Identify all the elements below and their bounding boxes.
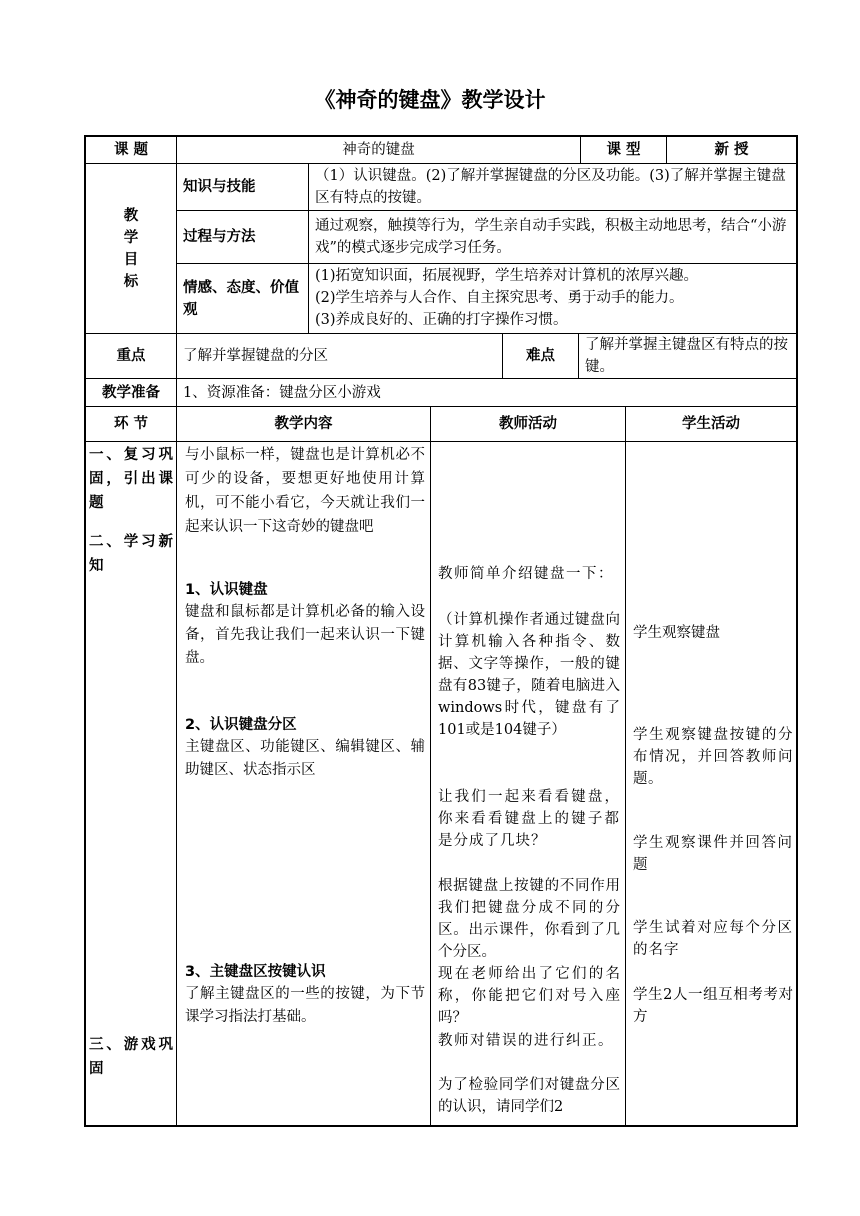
content-section-2-text: 主键盘区、功能键区、编辑键区、辅助键区、状态指示区 (185, 739, 425, 778)
content-section-2-title: 2、认识键盘分区 (185, 717, 297, 733)
teacher-activity-1: 教师简单介绍键盘一下： (438, 566, 614, 582)
student-activity-2: 学生观察键盘按键的分布情况，并回答教师问题。 (633, 727, 793, 787)
header-teacher: 教师活动 (499, 416, 557, 432)
teacher-activity-4: 根据键盘上按键的不同作用我们把键盘分成不同的分区。出示课件，你看到了几个分区。 (438, 878, 620, 960)
content-intro: 与小鼠标一样，键盘也是计算机必不可少的设备，要想更好地使用计算机，可不能小看它，今天就让我们一起来认识一下这奇妙的键盘吧 (185, 447, 425, 535)
lesson-type-label: 课 型 (606, 142, 641, 158)
objectives-label-char: 目 (123, 251, 139, 268)
stage-game: 三、游戏巩固 (89, 1037, 173, 1077)
student-activity-1: 学生观察键盘 (633, 625, 720, 641)
content-section-1-title: 1、认识键盘 (185, 582, 268, 598)
header-student: 学生活动 (682, 416, 740, 432)
content-section-3-title: 3、主键盘区按键认识 (185, 964, 326, 980)
objective-knowledge-text: （1）认识键盘。(2)了解并掌握键盘的分区及功能。(3)了解并掌握主键盘区有特点的按键。 (315, 168, 786, 206)
student-activity-5: 学生2人一组互相考考对方 (633, 987, 793, 1025)
objectives-label-char: 学 (123, 229, 139, 246)
objective-attitude-line: (3)养成良好的、正确的打字操作习惯。 (315, 312, 568, 328)
lesson-type-value: 新 授 (714, 142, 749, 158)
key-point-value: 了解并掌握键盘的分区 (183, 348, 328, 364)
preparation-value: 1、资源准备：键盘分区小游戏 (183, 384, 381, 401)
objectives-label-char: 教 (123, 207, 139, 224)
teacher-activity-3: 让我们一起来看看键盘，你来看看键盘上的键子都是分成了几块？ (438, 789, 620, 849)
preparation-label: 教学准备 (102, 384, 160, 401)
objectives-label (86, 164, 176, 333)
header-content: 教学内容 (274, 416, 333, 432)
objective-attitude-text (309, 265, 796, 333)
objective-attitude-line: (1)拓宽知识面，拓展视野，学生培养对计算机的浓厚兴趣。 (315, 268, 699, 284)
document-title: 《神奇的键盘》教学设计 (314, 88, 546, 112)
content-section-3-text: 了解主键盘区的一些的按键，为下节课学习指法打基础。 (185, 986, 425, 1025)
header-stage: 环 节 (113, 416, 149, 432)
stage-new-knowledge: 二、学习新知 (89, 534, 173, 574)
objective-attitude-label: 情感、态度、价值观 (183, 279, 299, 318)
content-section-1-text: 键盘和鼠标都是计算机必备的输入设备，首先我让我们一起来认识一下键盘。 (185, 604, 425, 666)
teacher-activity-5: 现在老师给出了它们的名称，你能把它们对号入座吗？ (438, 966, 620, 1026)
difficulty-label: 难点 (526, 348, 555, 364)
objective-process-text: 通过观察，触摸等行为，学生亲自动手实践，积极主动地思考，结合“小游戏”的模式逐步完成学习任务。 (315, 218, 787, 256)
objective-attitude-line: (2)学生培养与人合作、自主探究思考、勇于动手的能力。 (315, 290, 684, 306)
teacher-activity-6: 教师对错误的进行纠正。 (438, 1033, 614, 1049)
student-activity-3: 学生观察课件并回答问题 (633, 835, 793, 873)
teacher-activity-2: （计算机操作者通过键盘向计算机输入各种指令、数据、文字等操作，一般的键盘有83键子，随着电脑进入windows时代，键盘有了101或是104键子） (438, 612, 620, 738)
student-activity-4: 学生试着对应每个分区的名字 (633, 920, 793, 958)
teacher-activity-7: 为了检验同学们对键盘分区的认识，请同学们2 (438, 1077, 620, 1115)
topic-value: 神奇的键盘 (342, 142, 415, 158)
topic-label: 课 题 (113, 142, 149, 158)
key-point-label: 重点 (116, 348, 146, 364)
objectives-label-char: 标 (123, 273, 139, 290)
objective-knowledge-label: 知识与技能 (183, 179, 256, 195)
objective-process-label: 过程与方法 (183, 229, 256, 245)
difficulty-value: 了解并掌握主键盘区有特点的按键。 (585, 337, 788, 375)
stage-review: 一、复习巩固，引出课题 (89, 447, 173, 511)
